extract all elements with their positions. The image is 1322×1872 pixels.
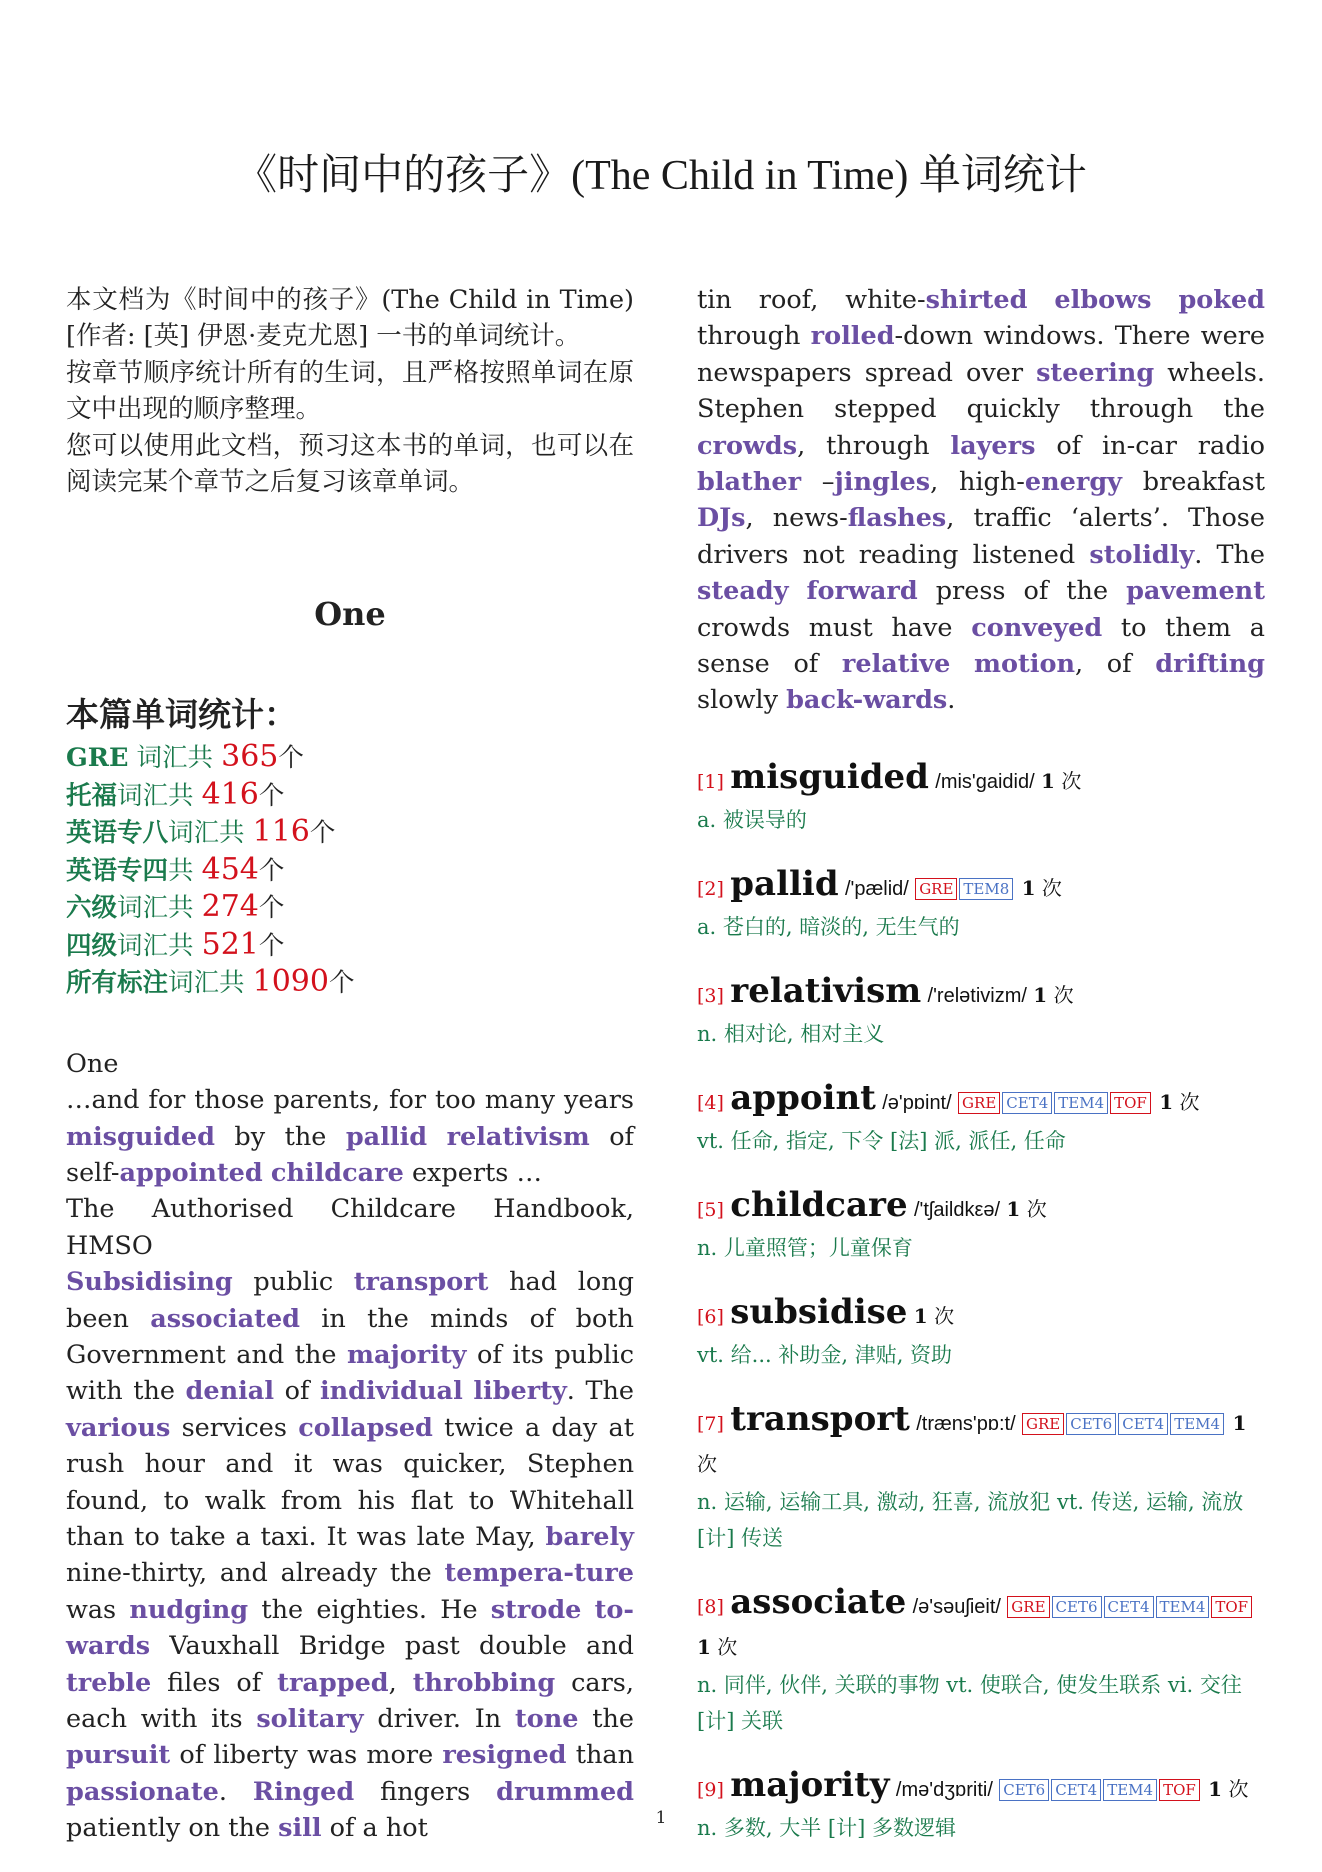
highlight-word: drifting xyxy=(1155,649,1266,680)
highlight-word: various xyxy=(66,1412,171,1443)
highlight-word: shirted xyxy=(925,285,1028,315)
epigraph: …and for those parents, for too many years misguided by the pallid relativism of self-appointed childcare experts … xyxy=(66,1085,634,1188)
level-tag: GRE xyxy=(1007,1596,1049,1618)
highlight-word: elbows xyxy=(1054,285,1152,315)
highlight-word: barely xyxy=(545,1522,634,1553)
headword: relativism xyxy=(730,970,922,1011)
headword: subsidise xyxy=(730,1291,908,1332)
stat-row xyxy=(66,889,634,927)
highlight-word: collapsed xyxy=(298,1412,433,1443)
highlight-word: childcare xyxy=(270,1157,404,1188)
definition: a. 苍白的, 暗淡的, 无生气的 xyxy=(697,914,960,939)
occurrence-count: 1 次 xyxy=(697,1410,1247,1476)
word-stats xyxy=(66,694,634,1002)
level-tag: CET4 xyxy=(1002,1092,1052,1114)
right-column xyxy=(697,282,1265,1872)
level-tag: TOF xyxy=(1211,1596,1252,1618)
vocab-entry xyxy=(697,1582,1265,1739)
occurrence-count: 1 次 xyxy=(697,1634,738,1659)
stat-label: 英语专四共 xyxy=(66,855,202,886)
intro-paragraph: 您可以使用此文档，预习这本书的单词，也可以在阅读完某个章节之后复习该章单词。 xyxy=(66,430,634,498)
phonetic: /'pælid/ xyxy=(844,877,909,900)
stat-unit: 个 xyxy=(309,818,336,849)
occurrence-count: 1 次 xyxy=(1208,1776,1249,1801)
definition: vt. 给... 补助金, 津贴, 资助 xyxy=(697,1342,953,1367)
phonetic: /ə'pɒint/ xyxy=(882,1091,952,1114)
highlight-word: pallid xyxy=(345,1121,428,1152)
level-tag: CET6 xyxy=(999,1779,1049,1801)
highlight-word: steering xyxy=(1036,357,1155,388)
definition: n. 相对论, 相对主义 xyxy=(697,1021,885,1046)
level-tag: TOF xyxy=(1159,1779,1200,1801)
highlight-word: tone xyxy=(514,1704,579,1735)
stat-label: GRE 词汇共 xyxy=(66,743,222,774)
highlight-word: nudging xyxy=(129,1594,249,1625)
phonetic: /'relətivizm/ xyxy=(927,984,1027,1007)
occurrence-count: 1 次 xyxy=(1006,1196,1047,1221)
headword: childcare xyxy=(730,1184,908,1225)
stat-unit: 个 xyxy=(258,855,285,886)
entry-index: [6] xyxy=(697,1305,724,1328)
entry-header xyxy=(697,1582,1265,1667)
stat-count: 1090 xyxy=(252,964,329,1000)
highlight-word: blather xyxy=(697,467,802,498)
level-tag: TEM8 xyxy=(959,878,1013,900)
headword: transport xyxy=(730,1398,910,1439)
headword: majority xyxy=(730,1764,890,1805)
page-number: 1 xyxy=(655,1808,667,1828)
highlight-word: misguided xyxy=(66,1121,215,1152)
stat-label: 六级词汇共 xyxy=(66,893,202,924)
phonetic: /træns'pɒ:t/ xyxy=(916,1412,1016,1435)
highlight-word: forward xyxy=(806,576,918,607)
highlight-word: drummed xyxy=(496,1776,634,1807)
entry-header xyxy=(697,1292,1265,1337)
entry-index: [9] xyxy=(697,1778,724,1801)
highlight-word: flashes xyxy=(847,503,947,534)
highlight-word: Ringed xyxy=(252,1776,355,1807)
document-title: 《时间中的孩子》(The Child in Time) 单词统计 xyxy=(235,153,1087,199)
highlight-word: majority xyxy=(347,1340,467,1370)
highlight-word: sill xyxy=(278,1813,322,1844)
level-tag: CET4 xyxy=(1118,1413,1168,1435)
definition: n. 儿童照管；儿童保育 xyxy=(697,1235,913,1260)
highlight-word: relativism xyxy=(446,1121,590,1152)
stat-count: 116 xyxy=(252,814,310,850)
highlight-word: solitary xyxy=(256,1704,364,1735)
entry-index: [4] xyxy=(697,1091,724,1114)
stat-count: 416 xyxy=(201,776,259,812)
passage-heading: One xyxy=(66,1048,119,1079)
stat-count: 365 xyxy=(221,739,279,775)
entry-header xyxy=(697,1078,1265,1123)
phonetic: /mə'dʒɒriti/ xyxy=(895,1778,993,1801)
highlight-word: trapped xyxy=(277,1667,389,1698)
intro-paragraph: 按章节顺序统计所有的生词，且严格按照单词在原文中出现的顺序整理。 xyxy=(66,357,634,425)
stat-row xyxy=(66,777,634,815)
stat-row xyxy=(66,739,634,777)
highlight-word: tempera-ture xyxy=(444,1558,634,1589)
highlight-word: denial xyxy=(185,1376,275,1407)
level-tag: GRE xyxy=(958,1092,1000,1114)
entry-header xyxy=(697,1765,1265,1810)
highlight-word: associated xyxy=(150,1303,301,1334)
vocab-entry xyxy=(697,1185,1265,1266)
occurrence-count: 1 次 xyxy=(1021,875,1062,900)
stats-title: 本篇单词统计： xyxy=(66,694,297,734)
highlight-word: to-wards xyxy=(66,1594,634,1662)
highlight-word: liberty xyxy=(473,1376,567,1407)
vocab-entry xyxy=(697,757,1265,838)
highlight-word: motion xyxy=(973,649,1075,680)
passage-right xyxy=(697,282,1265,719)
highlight-word: crowds xyxy=(697,430,798,461)
intro-paragraph: 本文档为《时间中的孩子》(The Child in Time)[作者: [英] 伊恩·麦克尤恩] 一书的单词统计。 xyxy=(66,285,634,352)
occurrence-count: 1 次 xyxy=(1159,1089,1200,1114)
highlight-word: pavement xyxy=(1126,576,1265,607)
vocab-entry xyxy=(697,971,1265,1052)
headword: pallid xyxy=(730,863,839,904)
highlight-word: throbbing xyxy=(412,1667,556,1698)
entry-header xyxy=(697,864,1265,909)
entry-index: [1] xyxy=(697,770,724,793)
headword: misguided xyxy=(730,756,929,797)
entry-index: [5] xyxy=(697,1198,724,1221)
chapter-heading: One xyxy=(314,595,386,634)
highlight-word: appointed xyxy=(119,1157,263,1188)
vocab-entry xyxy=(697,1078,1265,1159)
entry-header xyxy=(697,757,1265,802)
level-tag: TOF xyxy=(1110,1092,1151,1114)
passage-paragraph: Subsidising public transport had long been associated in the minds of both Government and the majority of its public with the denial of individual liberty. The various services collapsed twice a day at rush hour and it was quicker, Stephen found, to walk from his flat to Whitehall than to take a taxi. It was late May, barely nine-thirty, and already the tempera-ture was nudging the eighties. He strode to-wards Vauxhall Bridge past double and treble files of trapped, throbbing cars, each with its solitary driver. In tone the pursuit of liberty was more resigned than passionate. Ringed fingers drummed patiently on the sill of a hot xyxy=(66,1267,634,1844)
occurrence-count: 1 次 xyxy=(1033,982,1074,1007)
occurrence-count: 1 次 xyxy=(1041,768,1082,793)
level-tag: TEM4 xyxy=(1103,1779,1157,1801)
definition: n. 多数, 大半 [计] 多数逻辑 xyxy=(697,1815,956,1840)
left-column xyxy=(66,282,634,1847)
highlight-word: resigned xyxy=(442,1740,567,1771)
passage-left xyxy=(66,1046,634,1847)
highlight-word: individual xyxy=(319,1376,463,1407)
entry-index: [7] xyxy=(697,1412,724,1435)
highlight-word: layers xyxy=(950,430,1036,461)
definition: n. 运输, 运输工具, 激动, 狂喜, 流放犯 vt. 传送, 运输, 流放 [计] 传送 xyxy=(697,1489,1244,1550)
vocab-entry xyxy=(697,864,1265,945)
highlight-word: DJs xyxy=(697,503,746,534)
stat-row xyxy=(66,964,634,1002)
highlight-word: rolled xyxy=(810,321,895,352)
passage-paragraph: tin roof, white-shirted elbows poked through rolled-down windows. There were newspapers spread over steering wheels. Stephen stepped quickly through the crowds, through layers of in-car radio blather –jingles, high-energy breakfast DJs, news-flashes, traffic ‘alerts’. Those drivers not reading listened stolidly. The steady forward press of the pavement crowds must have conveyed to them a sense of relative motion, of drifting slowly back-wards. xyxy=(697,285,1266,716)
definition: n. 同伴, 伙伴, 关联的事物 vt. 使联合, 使发生联系 vi. 交往 [计] 关联 xyxy=(697,1672,1242,1733)
headword: appoint xyxy=(730,1077,876,1118)
highlight-word: conveyed xyxy=(971,612,1103,643)
phonetic: /'tʃaildkεə/ xyxy=(913,1198,1001,1221)
stat-label: 四级词汇共 xyxy=(66,930,202,961)
phonetic: /mis'gaidid/ xyxy=(935,770,1035,793)
highlight-word: transport xyxy=(353,1267,489,1298)
highlight-word: steady xyxy=(697,576,789,607)
entry-index: [2] xyxy=(697,877,724,900)
stat-count: 274 xyxy=(201,889,259,925)
stat-unit: 个 xyxy=(278,743,304,774)
stat-label: 托福词汇共 xyxy=(66,780,202,811)
vocab-entry xyxy=(697,1399,1265,1556)
definition: a. 被误导的 xyxy=(697,807,807,832)
level-tag: CET4 xyxy=(1104,1596,1154,1618)
highlight-word: treble xyxy=(66,1667,152,1698)
stat-unit: 个 xyxy=(258,893,285,924)
highlight-word: poked xyxy=(1178,285,1265,315)
phonetic: /ə'səuʃieit/ xyxy=(912,1595,1001,1618)
vocabulary-list xyxy=(697,757,1265,1846)
level-tag: GRE xyxy=(915,878,957,900)
highlight-word: jingles xyxy=(834,467,931,498)
highlight-word: energy xyxy=(1024,467,1122,498)
entry-header xyxy=(697,971,1265,1016)
level-tag: CET6 xyxy=(1052,1596,1102,1618)
highlight-word: relative xyxy=(841,649,951,680)
level-tag: TEM4 xyxy=(1170,1413,1224,1435)
highlight-word: strode xyxy=(490,1594,582,1625)
vocab-entry xyxy=(697,1765,1265,1846)
epigraph-source: The Authorised Childcare Handbook, HMSO xyxy=(66,1194,634,1261)
stat-count: 454 xyxy=(201,851,259,887)
level-tag: TEM4 xyxy=(1156,1596,1210,1618)
stat-unit: 个 xyxy=(328,968,355,999)
occurrence-count: 1 次 xyxy=(913,1303,955,1328)
highlight-word: passionate xyxy=(66,1776,219,1807)
stat-unit: 个 xyxy=(258,930,285,961)
stat-row xyxy=(66,927,634,965)
intro xyxy=(66,282,634,500)
vocab-entry xyxy=(697,1292,1265,1373)
definition: vt. 任命, 指定, 下令 [法] 派, 派任, 任命 xyxy=(697,1128,1066,1153)
stat-unit: 个 xyxy=(258,780,285,811)
stat-label: 英语专八词汇共 xyxy=(66,818,253,849)
stat-row xyxy=(66,814,634,852)
level-tag: TEM4 xyxy=(1054,1092,1108,1114)
entry-header xyxy=(697,1399,1265,1484)
level-tag: GRE xyxy=(1022,1413,1064,1435)
headword: associate xyxy=(730,1581,907,1622)
highlight-word: pursuit xyxy=(66,1740,171,1771)
highlight-word: Subsidising xyxy=(66,1267,233,1298)
entry-header xyxy=(697,1185,1265,1230)
stat-count: 521 xyxy=(201,926,259,962)
highlight-word: stolidly xyxy=(1089,539,1195,570)
stat-row xyxy=(66,852,634,890)
entry-index: [3] xyxy=(697,984,724,1007)
highlight-word: back-wards xyxy=(786,685,948,716)
stat-label: 所有标注词汇共 xyxy=(66,968,253,999)
entry-index: [8] xyxy=(697,1595,724,1618)
level-tag: CET4 xyxy=(1051,1779,1101,1801)
level-tag: CET6 xyxy=(1066,1413,1116,1435)
